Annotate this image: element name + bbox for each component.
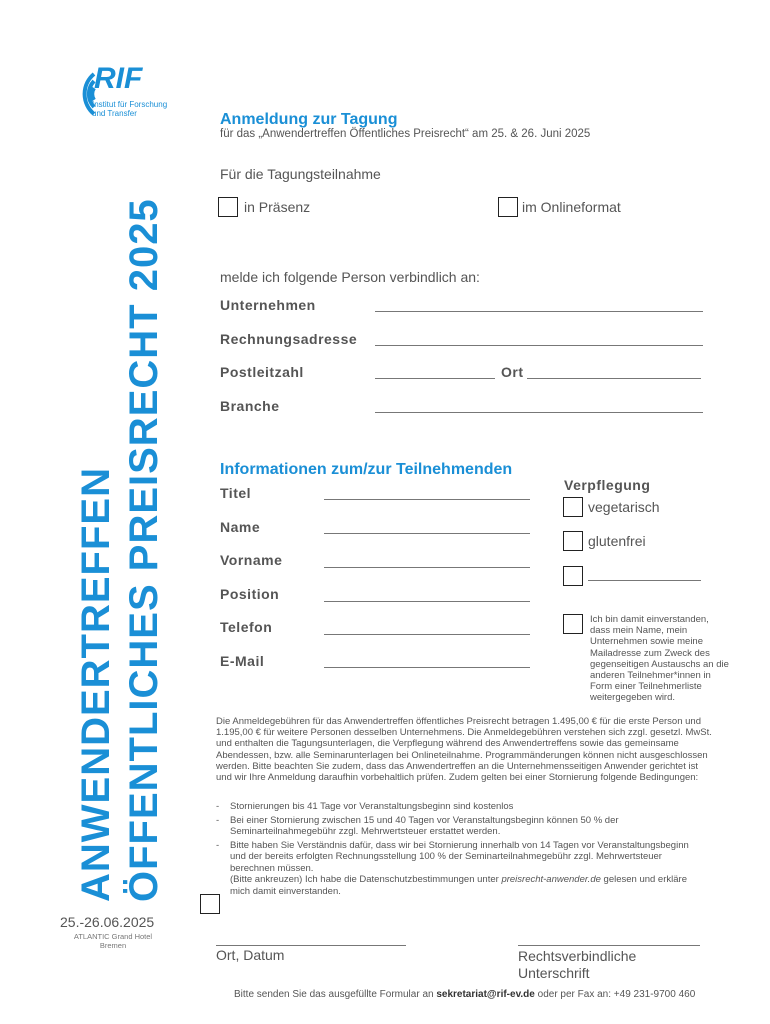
signature-field[interactable] bbox=[518, 945, 700, 946]
venue-line2: Bremen bbox=[99, 941, 127, 950]
billing-label: Rechnungsadresse bbox=[220, 331, 358, 347]
side-title-line1: ANWENDERTREFFEN bbox=[74, 467, 118, 902]
firstname-label: Vorname bbox=[220, 552, 283, 568]
email-label: E-Mail bbox=[220, 653, 265, 669]
position-label: Position bbox=[220, 586, 280, 602]
place-date-field[interactable] bbox=[216, 945, 406, 946]
venue-line1: ATLANTIC Grand Hotel bbox=[73, 932, 153, 941]
fees-paragraph: Die Anmeldegebühren für das Anwendertreffen öffentliches Preisrecht betragen 1.495,00 € für die erste Person und 1.195,00 € für weitere Personen desselben Unternehmens. Die Anmeldegebühren verstehen sich zzgl. gesetzl. MwSt. und enthalten die Tagungsunterlagen, die Verpflegung während des Anwendertreffens sowie das gemeinsame Abendessen, bzw. alle Seminarunterlagen bei Onlineteilnahme. Programmänderungen können nicht ausgeschlossen werden. Bitte beachten Sie zudem, dass das Anwendertreffen an die Unternehmensseitigen Anwender gerichtet ist und wir Ihre Anmeldung daraufhin vorbehaltlich prüfen. Zudem gelten bei einer Stornierung folgende Bedingungen: bbox=[216, 716, 712, 784]
city-label: Ort bbox=[501, 364, 524, 380]
logo-subtitle: Institut für Forschung und Transfer bbox=[92, 100, 168, 118]
register-intro: melde ich folgende Person verbindlich an: bbox=[220, 269, 480, 285]
presence-checkbox[interactable] bbox=[218, 197, 238, 217]
email-field[interactable] bbox=[324, 667, 530, 668]
name-field[interactable] bbox=[324, 533, 530, 534]
vegetarian-checkbox[interactable] bbox=[563, 497, 583, 517]
industry-label: Branche bbox=[220, 398, 280, 414]
position-field[interactable] bbox=[324, 601, 530, 602]
list-item: - Bei einer Stornierung zwischen 15 und 40 Tagen vor Veranstaltungsbeginn können 50 % der Seminarteilnahmegebühr zzgl. Mehrwertsteuer erstattet werden. bbox=[216, 814, 619, 837]
glutenfree-checkbox[interactable] bbox=[563, 531, 583, 551]
place-date-label: Ort, Datum bbox=[216, 947, 285, 963]
industry-field[interactable] bbox=[375, 412, 703, 413]
zip-label: Postleitzahl bbox=[220, 364, 304, 380]
cancellation-list bbox=[216, 801, 702, 897]
consent-checkbox[interactable] bbox=[563, 614, 583, 634]
venue bbox=[60, 932, 166, 950]
company-label: Unternehmen bbox=[220, 297, 316, 313]
company-field[interactable] bbox=[375, 311, 703, 312]
other-diet-checkbox[interactable] bbox=[563, 566, 583, 586]
list-item: - Bitte haben Sie Verständnis dafür, dass wir bei Stornierung innerhalb von 14 Tagen vor Veranstaltungsbeginn und der bereits erfolgten Rechnungsstellung 100 % der Seminarteilnahmegebühr zzgl. Mehrwertsteuer berechnen müssen. (Bitte ankreuzen) Ich habe die Datenschutzbestimmungen unter preisrecht-anwender.de gelesen und erkläre mich damit einverstanden. bbox=[216, 839, 689, 897]
privacy-link[interactable]: preisrecht-anwender.de bbox=[501, 874, 601, 885]
footer-email-link[interactable]: sekretariat@rif-ev.de bbox=[436, 989, 535, 1000]
vegetarian-label: vegetarisch bbox=[588, 499, 660, 515]
event-dates: 25.-26.06.2025 bbox=[60, 914, 155, 930]
phone-label: Telefon bbox=[220, 619, 273, 635]
form-subtitle: für das „Anwendertreffen Öffentliches Preisrecht“ am 25. & 26. Juni 2025 bbox=[220, 128, 591, 140]
participation-heading: Für die Tagungsteilnahme bbox=[220, 166, 381, 182]
zip-field[interactable] bbox=[375, 378, 495, 379]
list-item: - Stornierungen bis 41 Tage vor Veranstaltungsbeginn sind kostenlos bbox=[216, 801, 514, 812]
presence-label: in Präsenz bbox=[244, 199, 311, 215]
consent-text: Ich bin damit einverstanden, dass mein Name, mein Unternehmen sowie meine Mailadresse zum Zweck des gegenseitigen Austauschs an die anderen Teilnehmer*innen in Form einer Teilnehmerliste weitergegeben wird. bbox=[590, 614, 729, 704]
signature-label: Rechtsverbindliche Unterschrift bbox=[518, 948, 637, 981]
name-label: Name bbox=[220, 519, 261, 535]
city-field[interactable] bbox=[527, 378, 701, 379]
firstname-field[interactable] bbox=[324, 567, 530, 568]
logo bbox=[60, 64, 180, 124]
participant-heading: Informationen zum/zur Teilnehmenden bbox=[220, 461, 513, 478]
billing-address-field[interactable] bbox=[375, 345, 703, 346]
other-diet-field[interactable] bbox=[588, 580, 701, 581]
title-label: Titel bbox=[220, 485, 252, 501]
glutenfree-label: glutenfrei bbox=[588, 533, 646, 549]
side-title-line2: ÖFFENTLICHES PREISRECHT 2025 bbox=[122, 198, 166, 902]
privacy-checkbox[interactable] bbox=[200, 894, 220, 914]
online-label: im Onlineformat bbox=[522, 199, 621, 215]
phone-field[interactable] bbox=[324, 634, 530, 635]
catering-heading: Verpflegung bbox=[564, 477, 651, 493]
footer-note: Bitte senden Sie das ausgefüllte Formular an sekretariat@rif-ev.de oder per Fax an: +49 231-9700 460 bbox=[234, 989, 696, 1000]
form-title: Anmeldung zur Tagung bbox=[220, 111, 398, 128]
online-checkbox[interactable] bbox=[498, 197, 518, 217]
logo-wordmark: RIF bbox=[94, 62, 143, 95]
title-field[interactable] bbox=[324, 499, 530, 500]
